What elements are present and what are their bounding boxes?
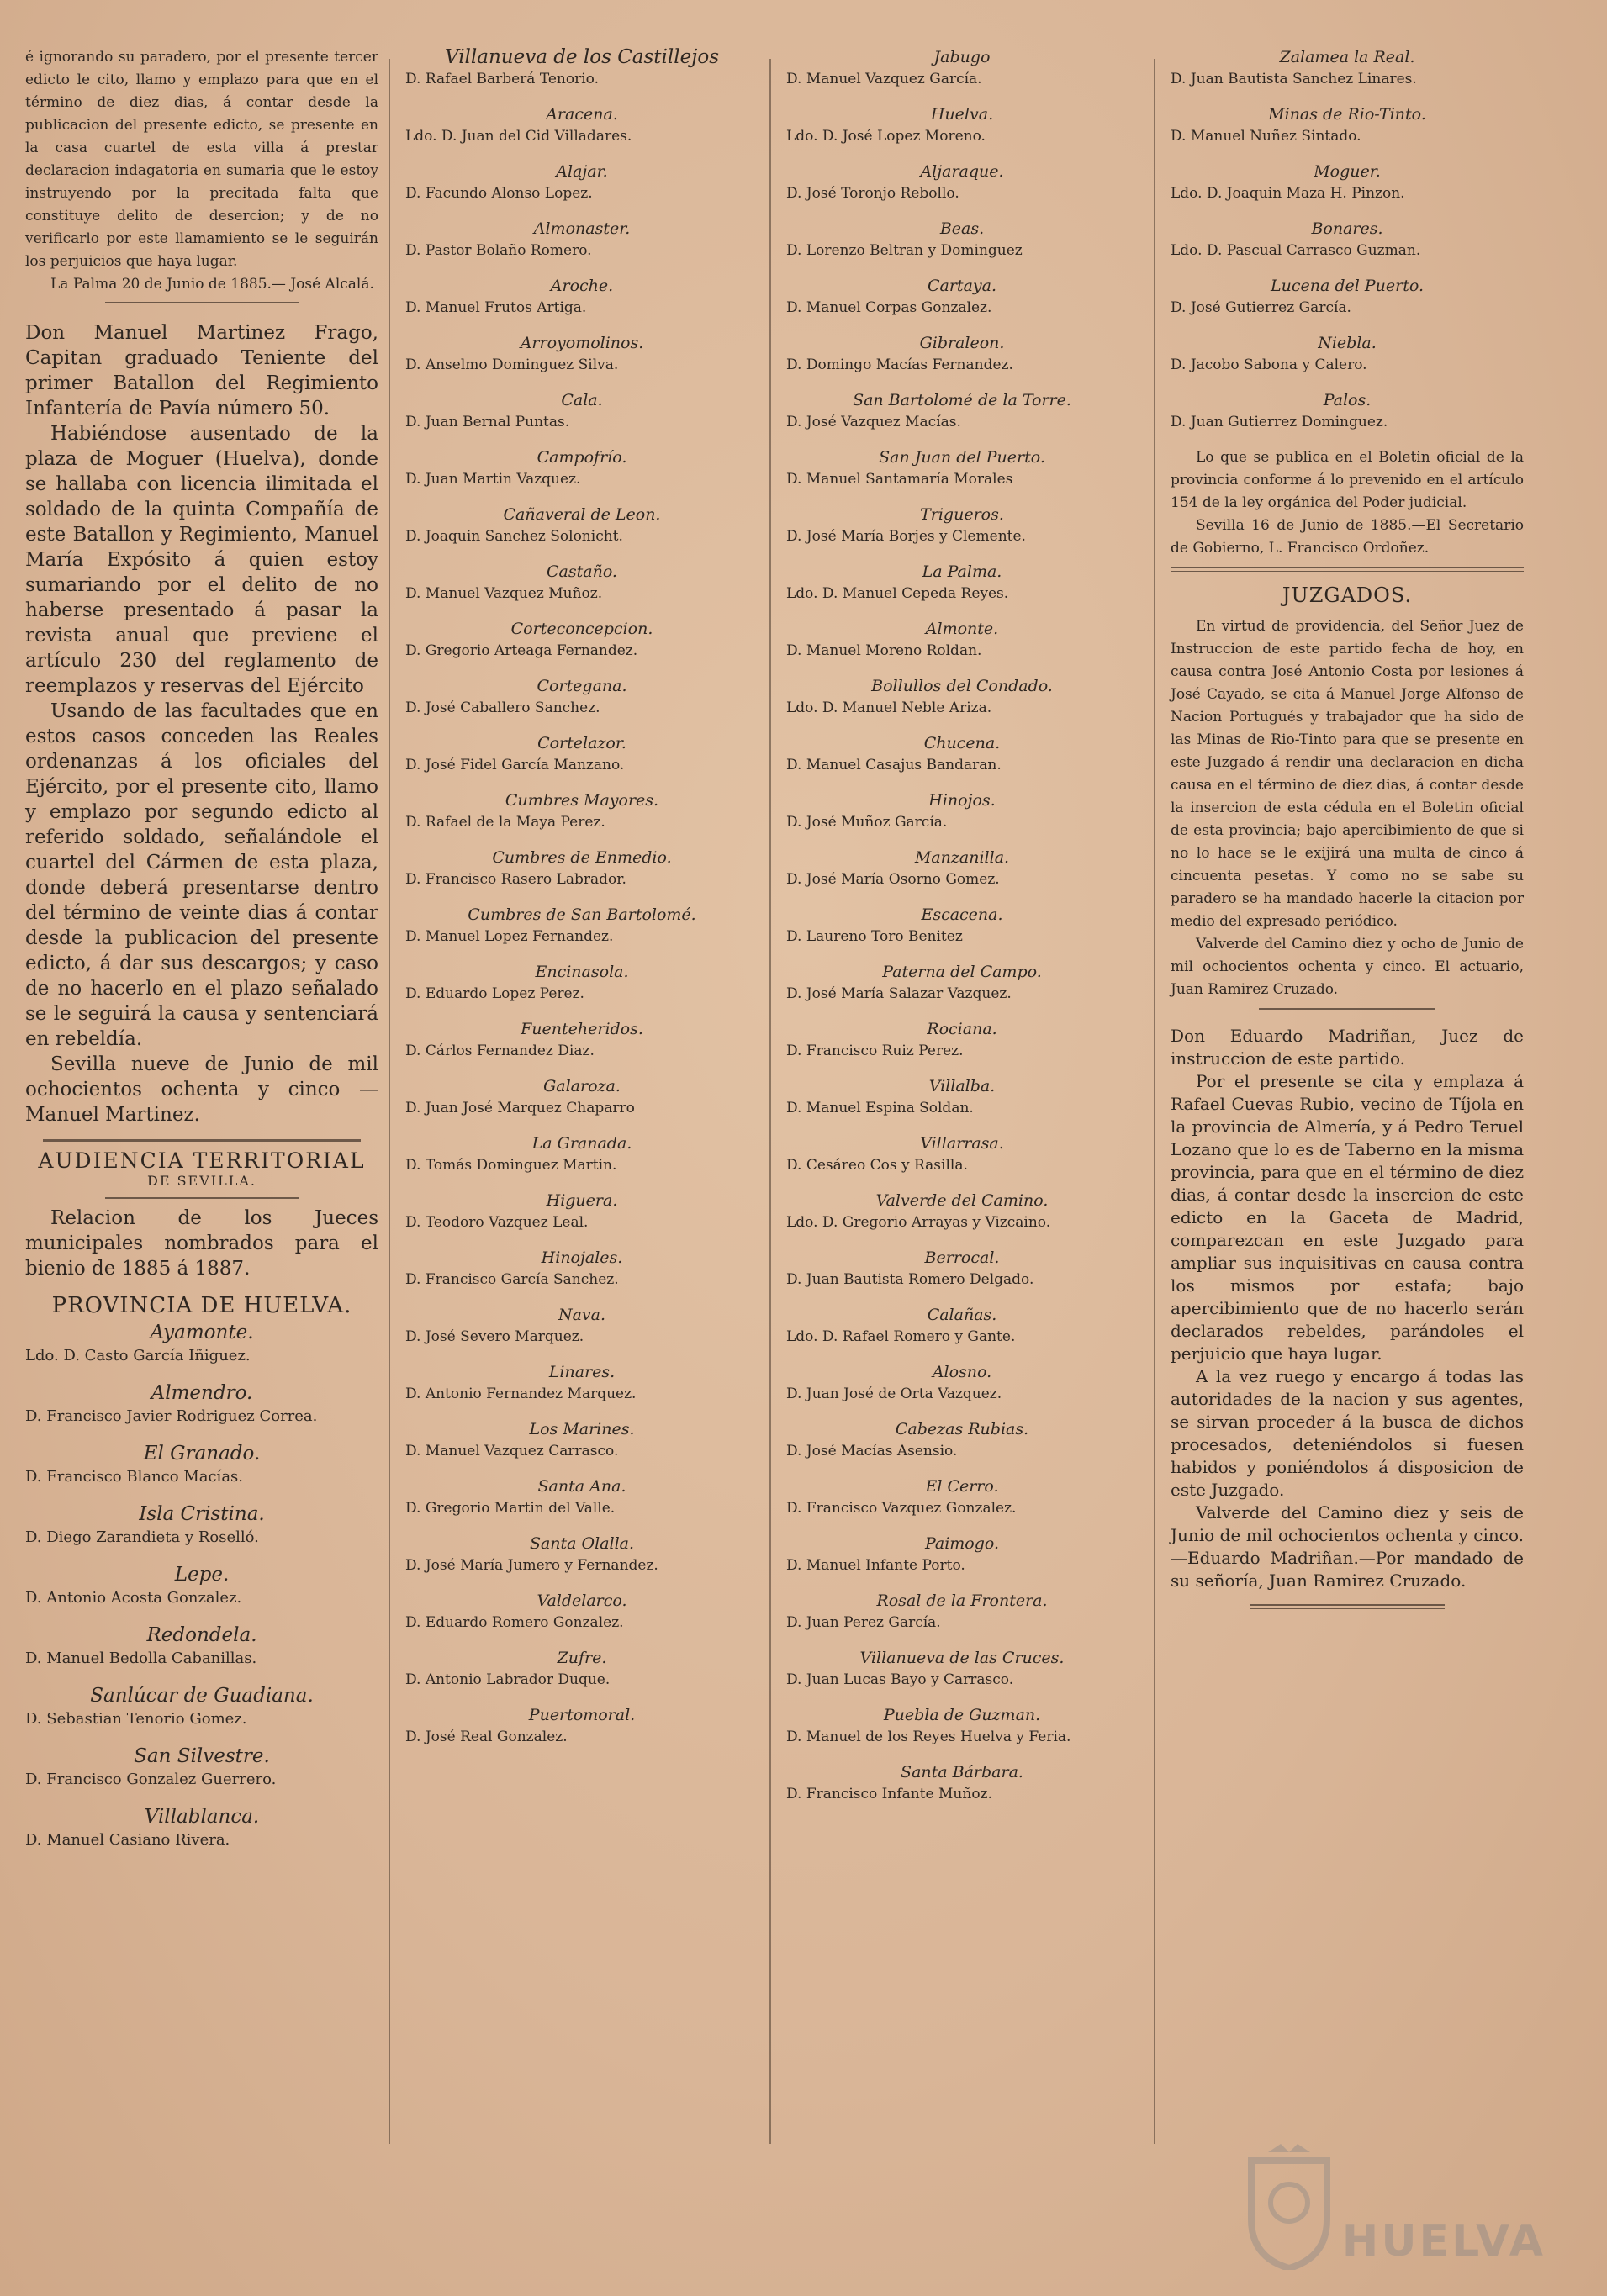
judge-name: D. Tomás Dominguez Martin. (405, 1157, 617, 1174)
judge-list (25, 1320, 378, 1851)
separator (1171, 567, 1524, 572)
judge-name: D. José Caballero Sanchez. (405, 699, 600, 716)
judge-list (405, 46, 759, 1748)
town-name: Almonaster. (533, 219, 631, 238)
judge-name: D. Lorenzo Beltran y Dominguez (786, 242, 1023, 259)
town-name: Gibraleon. (919, 334, 1005, 352)
judge-name: D. Juan Bautista Romero Delgado. (786, 1271, 1034, 1288)
judge-name: D. Facundo Alonso Lopez. (405, 185, 593, 202)
judge-name: D. Manuel Nuñez Sintado. (1171, 128, 1361, 145)
town-name: Cala. (561, 391, 603, 409)
town-name: Cumbres de San Bartolomé. (468, 905, 696, 924)
town-name: Manzanilla. (914, 848, 1010, 867)
town-name: Rociana. (927, 1020, 997, 1038)
town-name: Alajar. (556, 162, 608, 181)
judge-name: D. Francisco Vazquez Gonzalez. (786, 1500, 1017, 1517)
judge-name: Ldo. D. Manuel Neble Ariza. (786, 699, 992, 716)
town-name: San Bartolomé de la Torre. (853, 391, 1071, 409)
town-name: San Juan del Puerto. (879, 448, 1045, 467)
town-name: Trigueros. (920, 505, 1004, 524)
edicto-body: A la vez ruego y encargo á todas las autoridades de la nacion y sus agentes, se sirvan proceder á la busca de dichos procesados, deteniéndolos si fuesen habidos y poniéndolos á disposicion de este Juzgado. (1171, 1366, 1524, 1500)
judge-name: D. Francisco Javier Rodriguez Correa. (25, 1407, 318, 1425)
judge-name: D. Anselmo Dominguez Silva. (405, 356, 619, 373)
judge-name: Ldo. D. Juan del Cid Villadares. (405, 128, 632, 145)
juzgado-signature: Valverde del Camino diez y ocho de Junio de mil ochocientos ochenta y cinco. El actuario, Juan Ramirez Cruzado. (1171, 936, 1524, 998)
province-title: PROVINCIA DE HUELVA. (51, 1293, 352, 1318)
publica-paragraph: Lo que se publica en el Boletin oficial de la provincia conforme á lo prevenido en el artículo 154 de la ley orgánica del Poder judicial. (1171, 449, 1524, 511)
town-name: Nava. (558, 1306, 606, 1324)
judge-name: D. Sebastian Tenorio Gomez. (25, 1710, 247, 1728)
town-name: San Silvestre. (134, 1745, 270, 1767)
town-name: Cartaya. (927, 277, 996, 295)
judge-list (1171, 46, 1524, 433)
judge-list (786, 46, 1138, 1805)
judge-name: D. Antonio Labrador Duque. (405, 1671, 611, 1688)
town-name: Los Marines. (529, 1420, 635, 1438)
town-name: Castaño. (547, 562, 617, 581)
town-name: Minas de Rio-Tinto. (1268, 105, 1426, 124)
judge-name: D. Antonio Fernandez Marquez. (405, 1386, 637, 1402)
town-name: Higuera. (546, 1191, 618, 1210)
town-name: Moguer. (1314, 162, 1381, 181)
judge-name: D. José Fidel García Manzano. (405, 757, 625, 773)
judge-name: D. Rafael de la Maya Perez. (405, 814, 605, 831)
judge-name: Ldo. D. Casto García Iñiguez. (25, 1347, 251, 1364)
judge-name: Ldo. D. Rafael Romero y Gante. (786, 1328, 1016, 1345)
section-title: JUZGADOS. (1282, 583, 1413, 607)
town-name: Zalamea la Real. (1279, 48, 1415, 66)
judge-name: D. Manuel Frutos Artiga. (405, 299, 587, 316)
town-name: Bonares. (1311, 219, 1383, 238)
judge-name: Ldo. D. Gregorio Arrayas y Vizcaino. (786, 1214, 1051, 1231)
judge-name: D. Francisco Gonzalez Guerrero. (25, 1771, 277, 1788)
town-name: Puertomoral. (528, 1706, 636, 1724)
column-4 (1171, 46, 1524, 1616)
judge-name: D. Juan José de Orta Vazquez. (786, 1386, 1002, 1402)
town-name: Galaroza. (543, 1077, 621, 1095)
judge-name: D. Cárlos Fernandez Diaz. (405, 1042, 595, 1059)
separator (105, 1197, 299, 1199)
column-rule (389, 59, 390, 2144)
judge-name: D. Francisco Rasero Labrador. (405, 871, 626, 888)
town-name: Villanueva de las Cruces. (859, 1649, 1065, 1667)
town-name: Puebla de Guzman. (883, 1706, 1041, 1724)
town-name: Isla Cristina. (139, 1503, 265, 1525)
judge-name: D. José Vazquez Macías. (786, 414, 961, 430)
column-2 (405, 46, 759, 1761)
town-name: Paimogo. (924, 1534, 1000, 1553)
judge-name: D. Manuel Vazquez García. (786, 71, 982, 87)
judge-name: D. Gregorio Arteaga Fernandez. (405, 642, 638, 659)
judge-name: D. Francisco Ruiz Perez. (786, 1042, 964, 1059)
judge-name: D. José María Borjes y Clemente. (786, 528, 1026, 545)
town-name: La Granada. (531, 1134, 632, 1153)
column-3 (786, 46, 1138, 1818)
judge-name: D. José Toronjo Rebollo. (786, 185, 959, 202)
town-name: Sanlúcar de Guadiana. (90, 1685, 314, 1707)
judge-name: D. Pastor Bolaño Romero. (405, 242, 592, 259)
judge-name: D. José María Jumero y Fernandez. (405, 1557, 658, 1574)
town-name: Paterna del Campo. (882, 963, 1042, 981)
judge-name: Ldo. D. José Lopez Moreno. (786, 128, 986, 145)
edicto-signature: La Palma 20 de Junio de 1885.— José Alcalá. (50, 276, 374, 293)
town-name: El Granado. (143, 1443, 261, 1465)
town-name: Fuenteheridos. (521, 1020, 643, 1038)
section-title: AUDIENCIA TERRITORIAL (38, 1148, 366, 1173)
edicto-heading: Don Manuel Martinez Frago, Capitan graduado Teniente del primer Batallon del Regimiento Infantería de Pavía número 50. (25, 322, 378, 420)
relacion-paragraph: Relacion de los Jueces municipales nombrados para el bienio de 1885 á 1887. (25, 1207, 378, 1280)
judge-name: D. Joaquin Sanchez Solonicht. (405, 528, 623, 545)
town-name: Villarrasa. (920, 1134, 1004, 1153)
edicto-signature: Valverde del Camino diez y seis de Junio de mil ochocientos ochenta y cinco.—Eduardo Madriñan.—Por mandado de su señoría, Juan Ramirez Cruzado. (1171, 1502, 1524, 1591)
judge-name: D. Manuel Moreno Roldan. (786, 642, 982, 659)
town-name: Almonte. (925, 620, 999, 638)
judge-name: D. José Real Gonzalez. (405, 1729, 568, 1745)
judge-name: D. Francisco Blanco Macías. (25, 1468, 244, 1486)
judge-name: D. Eduardo Lopez Perez. (405, 985, 584, 1002)
town-name: Rosal de la Frontera. (876, 1591, 1048, 1610)
judge-name: D. Rafael Barberá Tenorio. (405, 71, 600, 87)
town-name: Santa Ana. (537, 1477, 626, 1496)
town-name: Zufre. (557, 1649, 607, 1667)
town-name: Aroche. (550, 277, 614, 295)
judge-name: D. José Muñoz García. (786, 814, 948, 831)
town-name: La Palma. (922, 562, 1002, 581)
judge-name: D. Juan Bautista Sanchez Linares. (1171, 71, 1417, 87)
town-name: Santa Olalla. (529, 1534, 635, 1553)
separator (105, 302, 299, 303)
town-name: Aracena. (546, 105, 618, 124)
town-name: Redondela. (146, 1624, 257, 1646)
town-name: Niebla. (1318, 334, 1377, 352)
judge-name: D. Manuel Casajus Bandaran. (786, 757, 1002, 773)
judge-name: D. Domingo Macías Fernandez. (786, 356, 1013, 373)
column-rule (1154, 59, 1155, 2144)
town-name: Huelva. (930, 105, 994, 124)
edicto-body: Por el presente se cita y emplaza á Rafael Cuevas Rubio, vecino de Tíjola en la provincia de Almería, y á Pedro Teruel Lozano que lo es de Taberno en la misma provincia, para que en el término de diez dias, á contar desde la insercion de este edicto en la Gaceta de Madrid, comparezcan en este Juzgado para ampliar sus inquisitivas en causa contra los mismos por estafa; bajo apercibimiento que de no hacerlo serán declarados rebeldes, parándoles el perjuicio que haya lugar. (1171, 1071, 1524, 1364)
judge-name: D. Juan Gutierrez Dominguez. (1171, 414, 1388, 430)
judge-name: D. Juan Perez García. (786, 1614, 941, 1631)
judge-name: D. José María Osorno Gomez. (786, 871, 1000, 888)
judge-name: D. Manuel Vazquez Carrasco. (405, 1443, 619, 1459)
town-name: Valdelarco. (537, 1591, 627, 1610)
judge-name: D. José Gutierrez García. (1171, 299, 1351, 316)
town-name: Campofrío. (537, 448, 627, 467)
coat-of-arms-icon (1243, 2144, 1335, 2270)
judge-name: D. Manuel Vazquez Muñoz. (405, 585, 603, 602)
town-name: Alosno. (932, 1363, 992, 1381)
town-name: Cumbres de Enmedio. (492, 848, 672, 867)
judge-name: D. Laureno Toro Benitez (786, 928, 963, 945)
juzgado-paragraph: En virtud de providencia, del Señor Juez de Instruccion de este partido fecha de hoy, en causa contra José Antonio Costa por lesiones á José Cayado, se cita á Manuel Jorge Alfonso de Nacion Portugués y trabajador que ha sido de las Minas de Rio-Tinto para que se presente en este Juzgado á rendir una declaracion en dicha causa en el término de diez dias, á contar desde la insercion de esta cédula en el Boletin oficial de esta provincia; bajo apercibimiento de que si no lo hace se le exijirá una multa de cinco á cincuenta pesetas. Y como no se sabe su paradero se ha mandado hacerle la citacion por medio del expresado periódico. (1171, 618, 1524, 930)
judge-name: D. Diego Zarandieta y Roselló. (25, 1528, 259, 1546)
town-name: Villanueva de los Castillejos (444, 46, 720, 68)
separator (1259, 1008, 1435, 1010)
town-name: Santa Bárbara. (901, 1763, 1023, 1781)
town-name: Lepe. (174, 1564, 230, 1586)
town-name: Arroyomolinos. (520, 334, 644, 352)
judge-name: D. José María Salazar Vazquez. (786, 985, 1012, 1002)
column-rule (769, 59, 771, 2144)
town-name: Calañas. (927, 1306, 997, 1324)
judge-name: D. Juan Bernal Puntas. (405, 414, 570, 430)
town-name: Cumbres Mayores. (505, 791, 659, 810)
library-watermark (1243, 2135, 1546, 2287)
town-name: Villalba. (928, 1077, 996, 1095)
town-name: Encinasola. (535, 963, 629, 981)
judge-name: D. Teodoro Vazquez Leal. (405, 1214, 589, 1231)
town-name: Beas. (939, 219, 985, 238)
judge-name: D. Juan Martin Vazquez. (405, 471, 581, 488)
town-name: Hinojales. (541, 1248, 623, 1267)
town-name: Aljaraque. (920, 162, 1004, 181)
judge-name: D. Manuel Casiano Rivera. (25, 1831, 230, 1849)
town-name: Almendro. (151, 1382, 253, 1404)
town-name: Hinojos. (928, 791, 996, 810)
edicto-heading: Don Eduardo Madriñan, Juez de instruccion de este partido. (1171, 1026, 1524, 1069)
town-name: Cortelazor. (537, 734, 626, 752)
judge-name: D. Juan José Marquez Chaparro (405, 1100, 635, 1116)
judge-name: D. Antonio Acosta Gonzalez. (25, 1589, 242, 1607)
town-name: Bollullos del Condado. (871, 677, 1053, 695)
town-name: Villablanca. (144, 1806, 260, 1828)
judge-name: Ldo. D. Manuel Cepeda Reyes. (786, 585, 1009, 602)
judge-name: Ldo. D. Joaquin Maza H. Pinzon. (1171, 185, 1405, 202)
judge-name: D. Manuel Lopez Fernandez. (405, 928, 614, 945)
judge-name: Ldo. D. Pascual Carrasco Guzman. (1171, 242, 1421, 259)
town-name: Linares. (548, 1363, 616, 1381)
town-name: Valverde del Camino. (875, 1191, 1049, 1210)
town-name: Cañaveral de Leon. (503, 505, 661, 524)
publica-signature: Sevilla 16 de Junio de 1885.—El Secretario de Gobierno, L. Francisco Ordoñez. (1171, 517, 1524, 557)
town-name: Jabugo (933, 48, 991, 66)
judge-name: D. Cesáreo Cos y Rasilla. (786, 1157, 968, 1174)
separator (43, 1139, 361, 1142)
judge-name: D. Francisco García Sanchez. (405, 1271, 619, 1288)
edicto-body: Habiéndose ausentado de la plaza de Moguer (Huelva), donde se hallaba con licencia ilimitada el soldado de la quinta Compañía de este Batallon y Regimiento, Manuel María Expósito á quien estoy sumariando por el delito de no haberse presentado á pasar la revista anual que previene el artículo 230 del reglamento de reemplazos y reservas del Ejército (25, 423, 378, 697)
judge-name: D. Manuel Santamaría Morales (786, 471, 1013, 488)
watermark-text: HUELVA (1341, 2216, 1546, 2267)
town-name: Palos. (1323, 391, 1372, 409)
town-name: Cortegana. (537, 677, 627, 695)
judge-name: D. Francisco Infante Muñoz. (786, 1786, 992, 1802)
separator (1250, 1604, 1445, 1609)
edicto-signature: Sevilla nueve de Junio de mil ochocientos ochenta y cinco — Manuel Martinez. (25, 1053, 378, 1126)
judge-name: D. Jacobo Sabona y Calero. (1171, 356, 1367, 373)
judge-name: D. José Severo Marquez. (405, 1328, 584, 1345)
judge-name: D. José Macías Asensio. (786, 1443, 958, 1459)
town-name: Escacena. (921, 905, 1003, 924)
judge-name: D. Eduardo Romero Gonzalez. (405, 1614, 624, 1631)
edicto-paragraph: é ignorando su paradero, por el presente tercer edicto le cito, llamo y emplazo para que en el término de diez dias, á contar desde la publicacion del presente edicto, se presente en la casa cuartel de esta villa á prestar declaracion indagatoria en sumaria que le estoy instruyendo por la precitada falta que constituye delito de desercion; y de no verificarlo por este llamamiento se le seguirán los perjuicios que haya lugar. (25, 49, 378, 270)
judge-name: D. Manuel Infante Porto. (786, 1557, 965, 1574)
judge-name: D. Manuel Bedolla Cabanillas. (25, 1649, 257, 1667)
town-name: Cabezas Rubias. (895, 1420, 1029, 1438)
town-name: Lucena del Puerto. (1271, 277, 1424, 295)
edicto-body: Usando de las facultades que en estos casos conceden las Reales ordenanzas á los oficiales del Ejército, por el presente cito, llamo y emplazo por segundo edicto al referido soldado, señalándole el cuartel del Cármen de esta plaza, donde deberá presentarse dentro del término de veinte dias á contar desde la publicacion del presente edicto, á dar sus descargos; y caso de no hacerlo en el plazo señalado se le seguirá la causa y sentenciará en rebeldía. (25, 700, 378, 1050)
town-name: El Cerro. (925, 1477, 999, 1496)
judge-name: D. Manuel Espina Soldan. (786, 1100, 974, 1116)
town-name: Chucena. (923, 734, 1001, 752)
judge-name: D. Manuel Corpas Gonzalez. (786, 299, 992, 316)
town-name: Ayamonte. (150, 1322, 254, 1343)
section-subtitle: DE SEVILLA. (147, 1173, 256, 1189)
judge-name: D. Manuel de los Reyes Huelva y Feria. (786, 1729, 1071, 1745)
judge-name: D. Juan Lucas Bayo y Carrasco. (786, 1671, 1014, 1688)
town-name: Berrocal. (924, 1248, 1000, 1267)
town-name: Corteconcepcion. (510, 620, 653, 638)
column-1 (25, 46, 378, 1865)
judge-name: D. Gregorio Martin del Valle. (405, 1500, 616, 1517)
